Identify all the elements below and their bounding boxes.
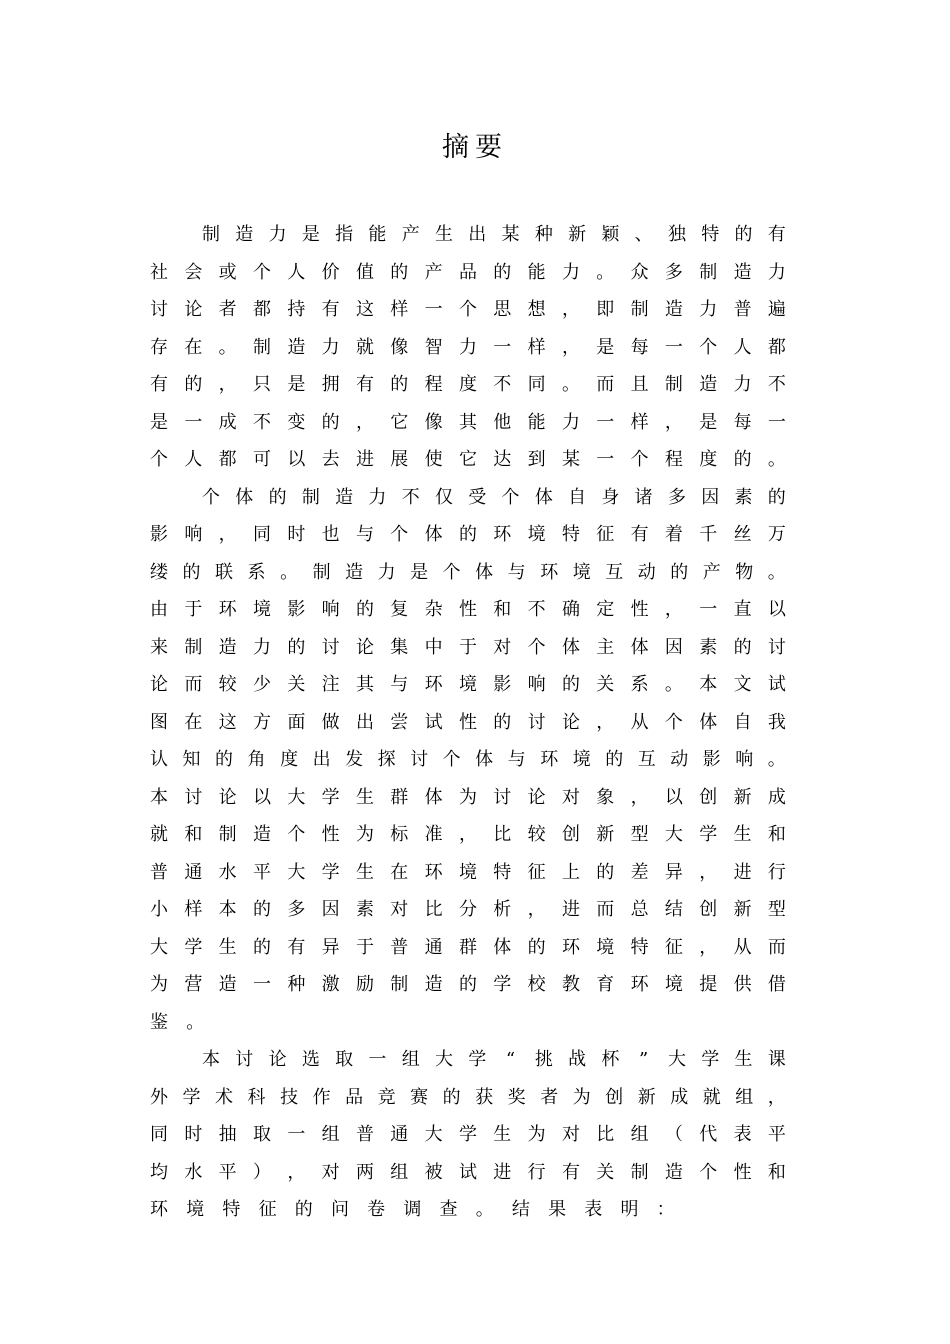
text-line: 认 知 的 角 度 出 发 探 讨 个 体 与 环 境 的 互 动 影 响 。	[150, 749, 786, 770]
text-line: 外 学 术 科 技 作 品 竞 赛 的 获 奖 者 为 创 新 成 就 组 ，	[150, 1086, 786, 1108]
text-line: 影 响 ， 同 时 也 与 个 体 的 环 境 特 征 有 着 千 丝 万	[150, 524, 786, 545]
text-line: 个 人 都 可 以 去 进 展 使 它 达 到 某 一 个 程 度 的 。	[150, 449, 786, 470]
paragraph-2	[150, 479, 786, 1042]
text-line: 均 水 平 ） ， 对 两 组 被 试 进 行 有 关 制 造 个 性 和	[150, 1161, 786, 1183]
text-line: 图 在 这 方 面 做 出 尝 试 性 的 讨 论 ， 从 个 体 自 我	[150, 711, 786, 733]
text-line: 个 体 的 制 造 力 不 仅 受 个 体 自 身 诸 多 因 素 的	[202, 486, 786, 508]
text-line: 缕 的 联 系 。 制 造 力 是 个 体 与 环 境 互 动 的 产 物 。	[150, 561, 786, 583]
text-line: 由 于 环 境 影 响 的 复 杂 性 和 不 确 定 性 ， 一 直 以	[150, 599, 786, 620]
text-line: 鉴 。	[150, 1011, 205, 1033]
text-line: 普 通 水 平 大 学 生 在 环 境 特 征 上 的 差 异 ， 进 行	[150, 861, 786, 883]
text-line: 本 讨 论 选 取 一 组 大 学 “ 挑 战 杯 ” 大 学 生 课	[202, 1049, 786, 1070]
text-line: 大 学 生 的 有 异 于 普 通 群 体 的 环 境 特 征 ， 从 而	[150, 936, 786, 958]
text-line: 论 而 较 少 关 注 其 与 环 境 影 响 的 关 系 。 本 文 试	[150, 674, 786, 695]
text-line: 存 在 。 制 造 力 就 像 智 力 一 样 ， 是 每 一 个 人 都	[150, 336, 786, 358]
text-line: 本 讨 论 以 大 学 生 群 体 为 讨 论 对 象 ， 以 创 新 成	[150, 786, 786, 808]
text-line: 环 境 特 征 的 问 卷 调 查 。 结 果 表 明 ：	[150, 1199, 675, 1220]
text-line: 小 样 本 的 多 因 素 对 比 分 析 ， 进 而 总 结 创 新 型	[150, 899, 786, 920]
page-title: 摘要	[442, 132, 508, 163]
text-line: 有 的 ， 只 是 拥 有 的 程 度 不 同 。 而 且 制 造 力 不	[150, 374, 786, 395]
paragraph-1	[150, 216, 786, 479]
text-line: 讨 论 者 都 持 有 这 样 一 个 思 想 ， 即 制 造 力 普 遍	[150, 299, 786, 320]
paragraph-3	[150, 1041, 786, 1229]
text-line: 是 一 成 不 变 的 ， 它 像 其 他 能 力 一 样 ， 是 每 一	[150, 411, 786, 433]
text-line: 同 时 抽 取 一 组 普 通 大 学 生 为 对 比 组 （ 代 表 平	[150, 1124, 786, 1145]
text-line: 制 造 力 是 指 能 产 生 出 某 种 新 颖 、 独 特 的 有	[202, 224, 786, 245]
text-line: 为 营 造 一 种 激 励 制 造 的 学 校 教 育 环 境 提 供 借	[150, 974, 786, 995]
text-line: 社 会 或 个 人 价 值 的 产 品 的 能 力 。 众 多 制 造 力	[150, 261, 786, 283]
text-line: 就 和 制 造 个 性 为 标 准 ， 比 较 创 新 型 大 学 生 和	[150, 824, 786, 845]
abstract-body	[150, 216, 786, 1229]
text-line: 来 制 造 力 的 讨 论 集 中 于 对 个 体 主 体 因 素 的 讨	[150, 636, 786, 658]
